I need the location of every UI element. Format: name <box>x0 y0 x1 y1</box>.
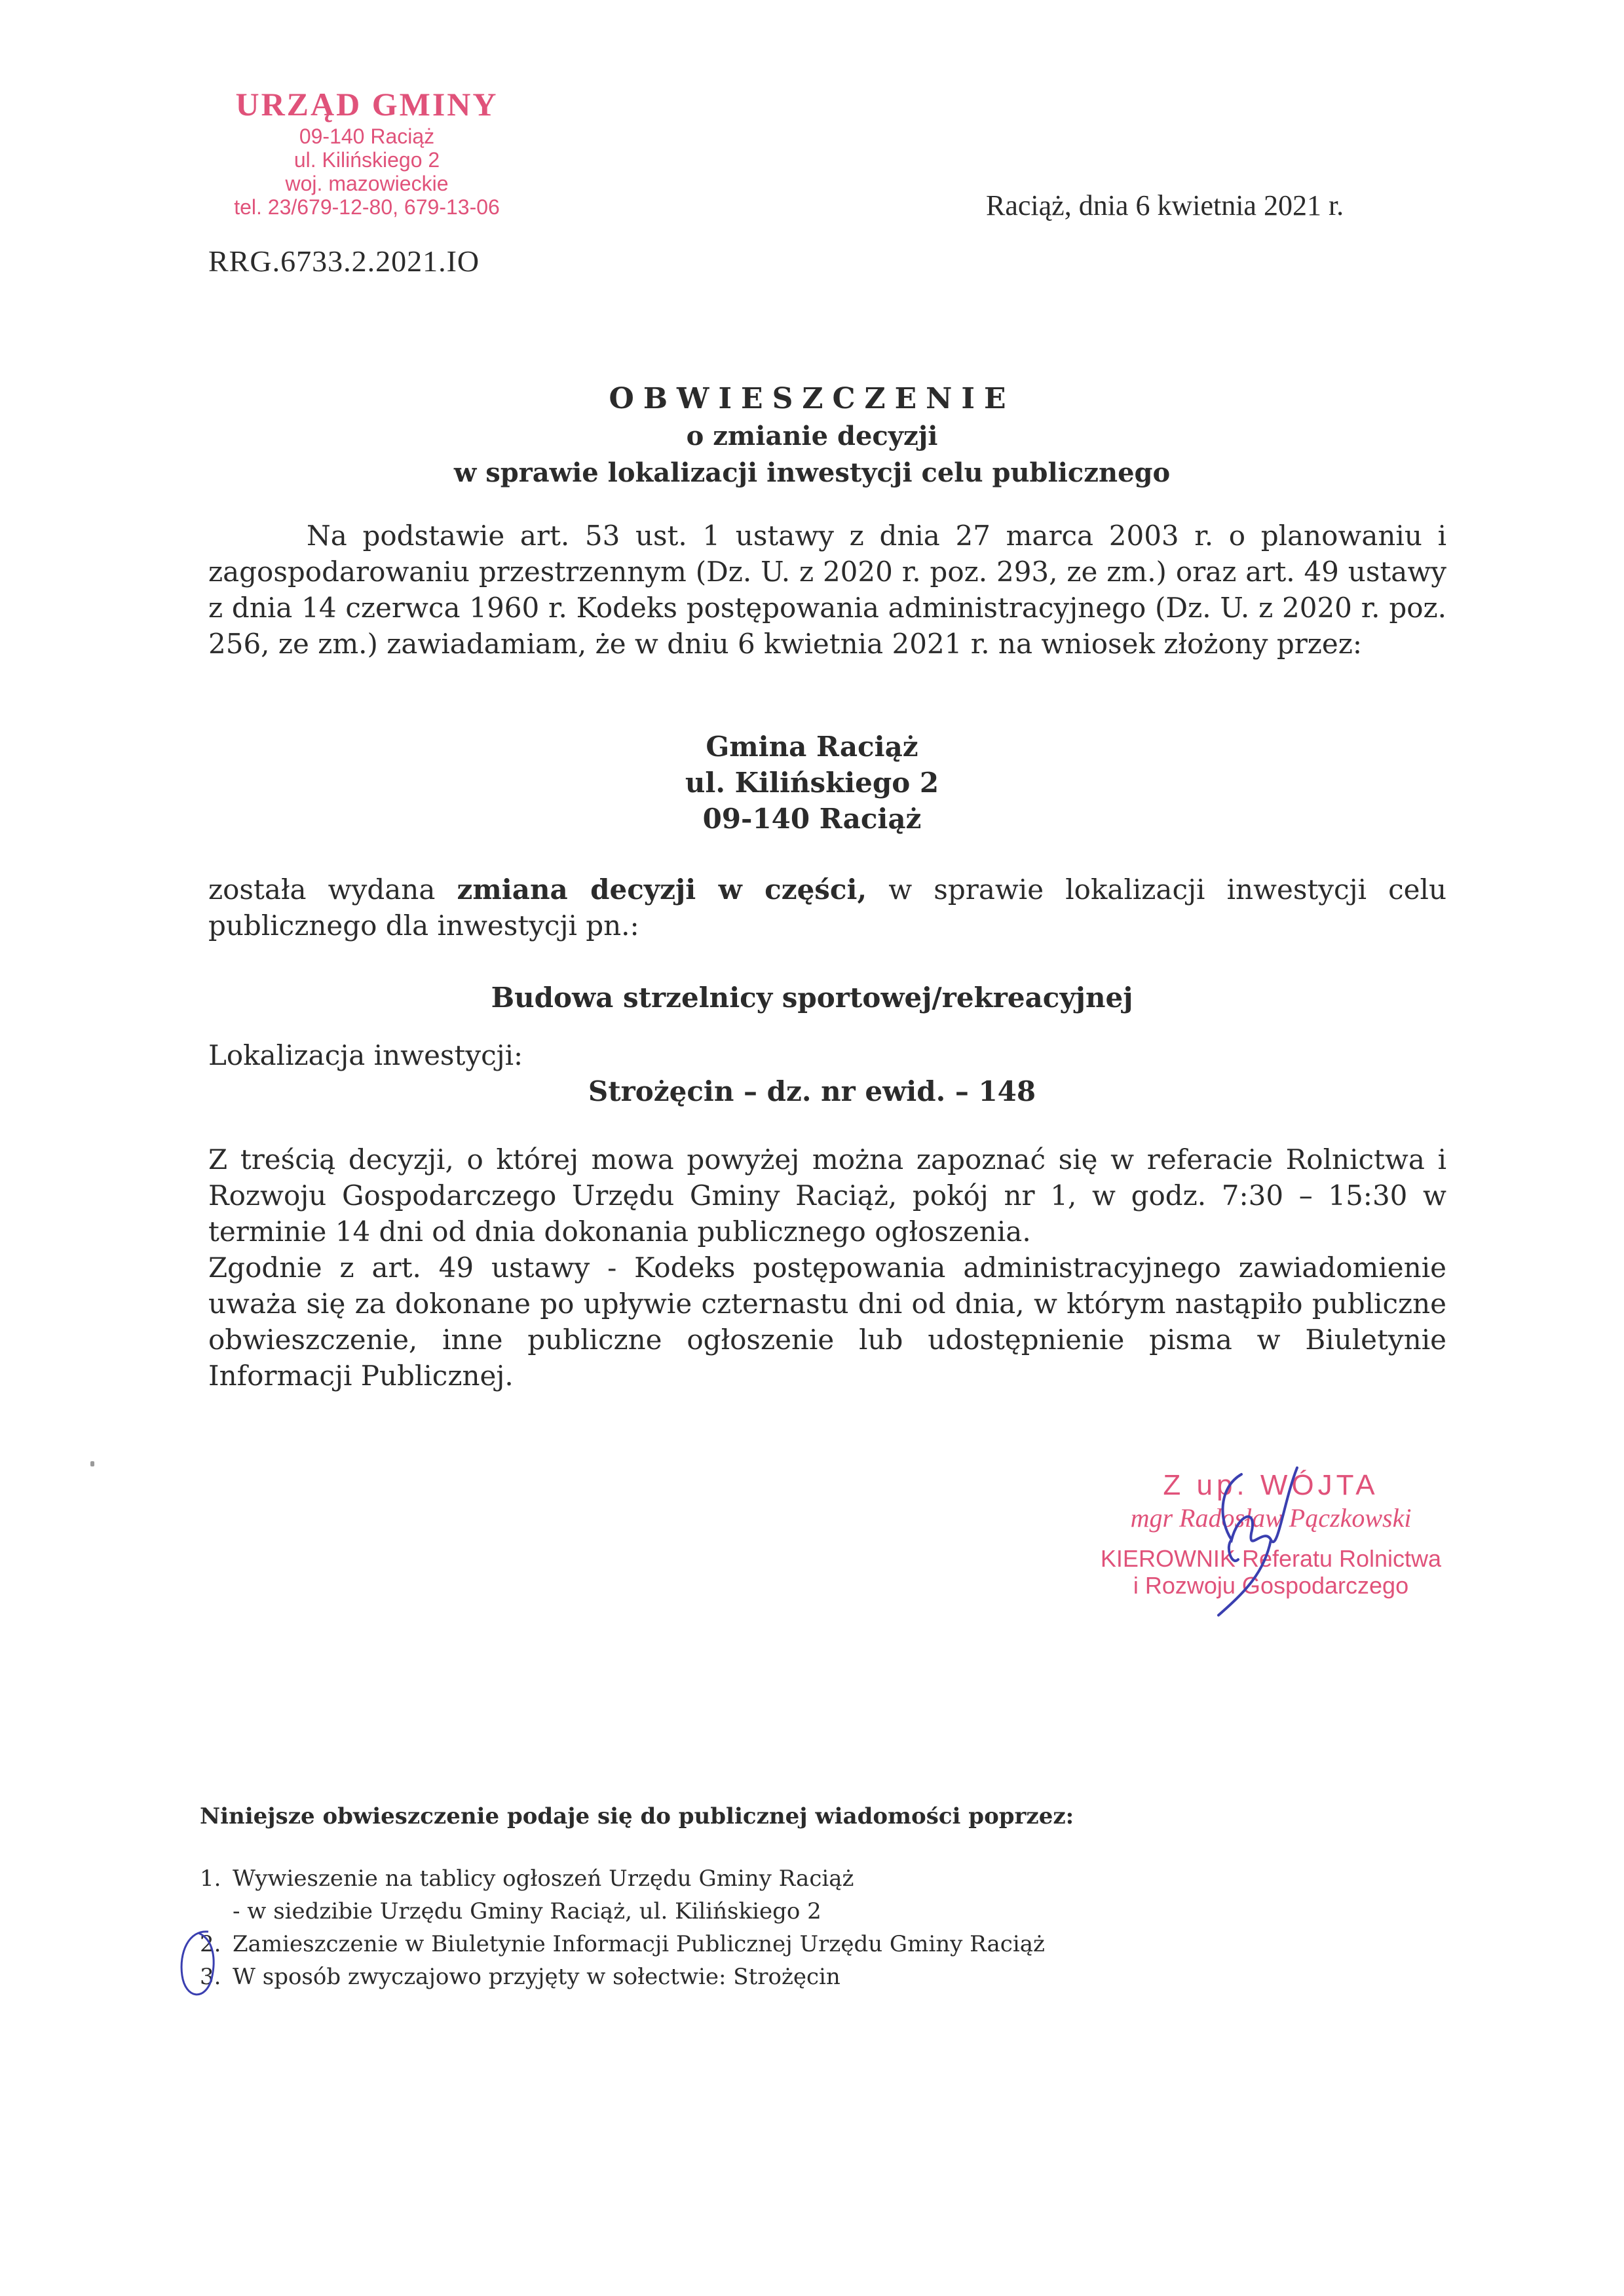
decision-text-bold: zmiana decyzji w części, <box>457 873 867 906</box>
signature-stamp-department: i Rozwoju Gospodarczego <box>1133 1572 1409 1599</box>
office-stamp-street: ul. Kilińskiego 2 <box>293 148 440 172</box>
list-item-sub: - w siedzibie Urzędu Gminy Raciąż, ul. Kilińskiego 2 <box>233 1898 821 1924</box>
investment-name: Budowa strzelnicy sportowej/rekreacyjnej <box>491 982 1133 1014</box>
signature-stamp-position: KIEROWNIK Referatu Rolnictwa <box>1100 1545 1442 1572</box>
publication-heading: Niniejsze obwieszczenie podaje się do publicznej wiadomości poprzez: <box>200 1803 1074 1829</box>
info-paragraph-2: Zgodnie z art. 49 ustawy - Kodeks postępowania administracyjnego zawiadomienie uważa się za dokonane po upływie czternastu dni od dnia, w którym nastąpiło publiczne obwieszczenie, inne publiczne ogłoszenie lub udostępnienie pisma w Biuletynie Informacji Publicznej. <box>208 1252 1446 1392</box>
office-stamp-phone: tel. 23/679-12-80, 679-13-06 <box>234 195 500 219</box>
publication-list <box>200 1862 1045 1993</box>
list-item: 3. W sposób zwyczajowo przyjęty w sołectwie: Strożęcin <box>200 1964 840 1990</box>
reference-number: RRG.6733.2.2021.IO <box>208 244 480 278</box>
location-value: Strożęcin – dz. nr ewid. – 148 <box>588 1075 1036 1107</box>
office-stamp-voivodeship: woj. mazowieckie <box>285 172 449 195</box>
title-main: OBWIESZCZENIE <box>609 382 1015 415</box>
decision-text-after: w sprawie lokalizacji inwestycji celu publicznego dla inwestycji pn.: <box>208 873 1446 942</box>
office-stamp-name: URZĄD GMINY <box>235 86 499 123</box>
applicant-city: 09-140 Raciąż <box>702 803 922 835</box>
applicant-name: Gmina Raciąż <box>706 731 918 763</box>
signature-stamp-line1: Z up. WÓJTA <box>1163 1469 1379 1501</box>
handwritten-signature-icon <box>1179 1461 1310 1618</box>
decision-text-before: została wydana <box>208 873 457 906</box>
date-line: Raciąż, dnia 6 kwietnia 2021 r. <box>986 189 1344 221</box>
applicant-street: ul. Kilińskiego 2 <box>685 767 939 799</box>
info-paragraph-1: Z treścią decyzji, o której mowa powyżej można zapoznać się w referacie Rolnictwa i Rozwoju Gospodarczego Urzędu Gminy Raciąż, pokój nr 1, w godz. 7:30 – 15:30 w terminie 14 dni od dnia dokonania publicznego ogłoszenia. <box>208 1143 1446 1248</box>
office-stamp <box>197 84 537 219</box>
title-sub2: w sprawie lokalizacji inwestycji celu publicznego <box>453 457 1171 488</box>
title-sub1: o zmianie decyzji <box>686 421 938 451</box>
intro-paragraph: Na podstawie art. 53 ust. 1 ustawy z dnia 27 marca 2003 r. o planowaniu i zagospodarowaniu przestrzennym (Dz. U. z 2020 r. poz. 293, ze zm.) oraz art. 49 ustawy z dnia 14 czerwca 1960 r. Kodeks postępowania administracyjnego (Dz. U. z 2020 r. poz. 256, ze zm.) zawiadamiam, że w dniu 6 kwietnia 2021 r. na wniosek złożony przez: <box>208 520 1446 660</box>
scan-speck <box>90 1461 94 1466</box>
location-label: Lokalizacja inwestycji: <box>208 1039 523 1071</box>
handwritten-circle-icon <box>176 1926 228 2005</box>
decision-paragraph <box>208 871 1446 944</box>
document-title <box>0 380 1624 491</box>
list-item: 2. Zamieszczenie w Biuletynie Informacji Publicznej Urzędu Gminy Raciąż <box>200 1931 1045 1957</box>
list-item: 1. Wywieszenie na tablicy ogłoszeń Urzędu Gminy Raciąż <box>200 1866 854 1892</box>
info-paragraph <box>208 1141 1446 1394</box>
office-stamp-postcode: 09-140 Raciąż <box>299 124 435 148</box>
applicant-block <box>0 729 1624 837</box>
signature-stamp-name: mgr Radosław Pączkowski <box>1130 1503 1412 1533</box>
